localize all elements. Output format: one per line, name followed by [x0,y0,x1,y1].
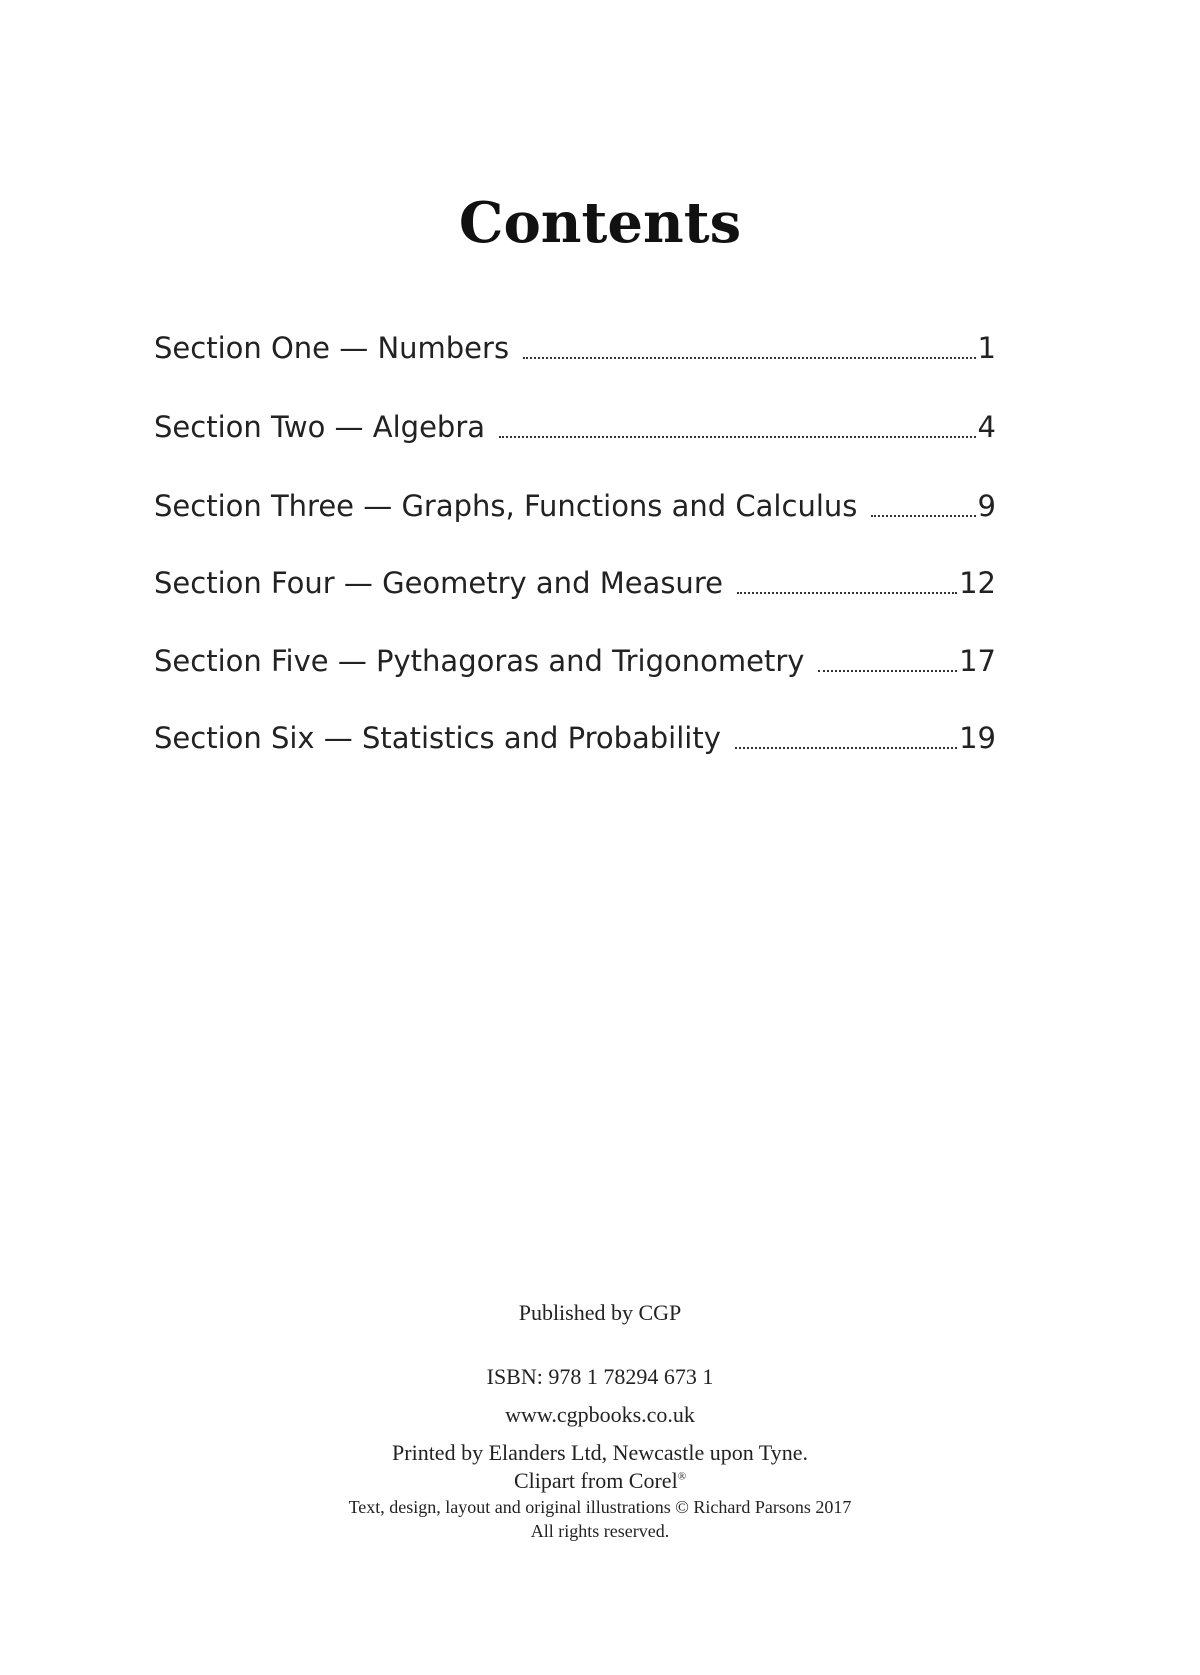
dot-leader [871,514,975,517]
toc-entry[interactable] [154,639,996,683]
publisher-line: Published by CGP [518,1300,682,1325]
website-link[interactable]: www.cgpbooks.co.uk [505,1402,695,1427]
rights-line: All rights reserved. [530,1521,670,1541]
dot-leader [499,435,976,438]
toc-entry[interactable] [154,716,996,760]
toc-entry-page: 17 [959,644,996,678]
toc-entry-label: Section One — Numbers [154,331,510,365]
copyright-line: Text, design, layout and original illustrations © Richard Parsons 2017 [348,1497,852,1517]
toc-entry-page: 12 [959,566,996,600]
toc-entry[interactable] [154,561,996,605]
dot-leader [818,669,957,672]
page-title: Contents [458,190,742,256]
clipart-credit [0,1468,1200,1494]
toc-entry-label: Section Six — Statistics and Probability [154,721,721,755]
isbn-line: ISBN: 978 1 78294 673 1 [486,1364,714,1389]
clipart-credit-text: Clipart from Corel [513,1468,678,1493]
toc-entry-page: 1 [977,331,996,365]
toc-entry-label: Section Two — Algebra [154,410,486,444]
toc-entry-label: Section Four — Geometry and Measure [154,566,723,600]
dot-leader [737,591,957,594]
toc-entry-page: 9 [977,489,996,523]
toc-entry[interactable] [154,484,996,528]
registered-mark: ® [677,1470,687,1483]
toc-entry-page: 4 [977,410,996,444]
dot-leader [735,746,957,749]
printer-line: Printed by Elanders Ltd, Newcastle upon Tyne. [392,1440,808,1465]
toc-entry-label: Section Three — Graphs, Functions and Calculus [154,489,858,523]
dot-leader [523,356,975,359]
toc-entry[interactable] [154,405,996,449]
toc-entry[interactable] [154,326,996,370]
toc-entry-page: 19 [959,721,996,755]
toc-entry-label: Section Five — Pythagoras and Trigonometry [154,644,805,678]
